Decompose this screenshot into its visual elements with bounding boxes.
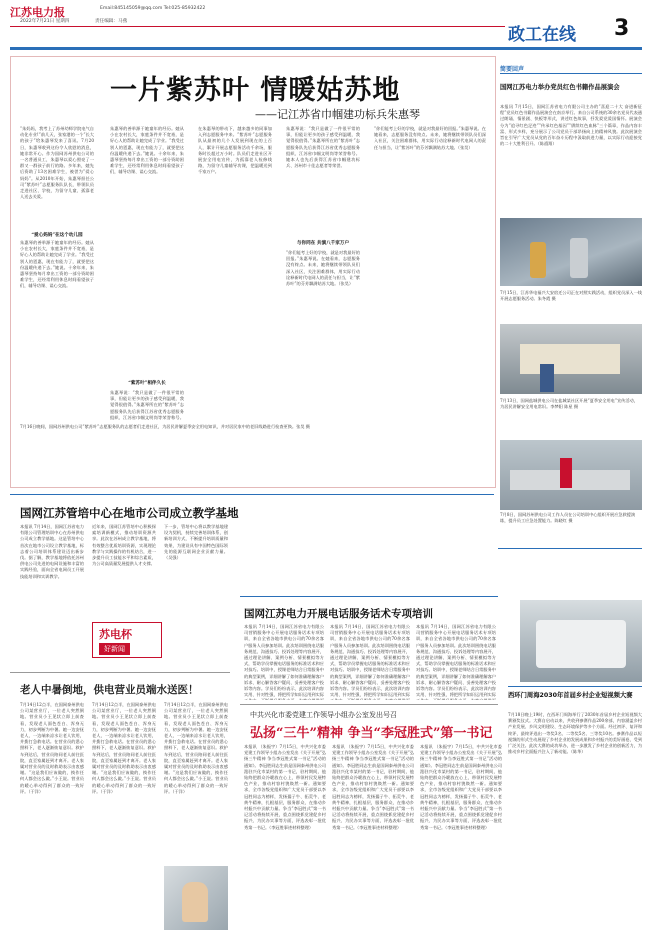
mid-left-col-1: 本报讯 7月14日，国网江苏省电力有限公司管理培训中心在苏州供电公司成立教学基地。这是管培中心首次在地市公司设立教学基地，标志着公司培训体系建设迈出新步伐。据了解，教学基地将依托苏州供电公司先进的电网设施和丰富的实践经验，面向全省电网员工开展技能培训和实训教学。 [20,524,84,579]
yanghe-rule [240,704,498,705]
inset-logo-box [92,622,162,658]
yanghe-col-3: 本报讯 （朱振宇）7月15日，中共兴化市委党建工作领导小组办公室发出《关于开展“弘扬三牛精神 争当李冠胜式第一书记”活动的通知》。李冠胜同志生前是国网泰州供电公司派驻兴化市某村的第一书记，驻村期间，他始终把群众冷暖放在心上，带领村民发展特色产业，推动村容村貌焕然一新。通知要求，全市各级党组织和广大党员干部要以李冠胜同志为榜样，发扬孺子牛、拓荒牛、老黄牛精神，扎根基层，服务群众，在推动乡村振兴中贡献力量。争当“李冠胜式”第一书记活动将持续开展，重点围绕抓党建促乡村振兴、为民办实事等方面，评选表彰一批优秀第一书记。（李冠胜事迹材料整理） [420,744,502,830]
editor-name: 责任编辑：马燕 [95,19,128,24]
bottom-left-title: 老人中暑倒地，供电营业员端水送医！ [20,684,199,696]
lead-subhead-1: “爱心妈妈”在这个幼儿园 [31,233,83,238]
right-top-body: 本报讯 7月15日，国网江苏省电力有限公司主办的“喜迎二十大 奋进新征程”党员红色书籍作品展演会在南京举行。来自公司系统的30余名党员代表通过朗诵、情景剧、快板等形式，讲述红色故事，抒发爱党爱国情怀。展演会分为“追寻红色足迹”“传承红色基因”“赓续红色血脉”三个篇章，作品内容丰富、形式多样，充分展示了公司党员干部昂扬向上的精神风貌。此次展演会旨在引导广大党员从党的百年奋斗历程中汲取前进力量，以实际行动迎接党的二十大胜利召开。（陈禧翔） [500,104,642,147]
mid-right-col-3: 本报讯 7月14日，国网江苏省电力有限公司营销服务中心开展电话服务话术专项培训，来自全省各地市供电公司的70余名客户服务人员参加培训。此次培训围绕电话服务规范、沟通技巧、投诉处理等内容展开，通过理论讲解、案例分析、情景模拟等方式，帮助学员掌握电话服务的标准话术和应对技巧。培训中，授课老师结合日常服务中的典型案例，详细讲解了如何准确理解客户诉求、耐心解答客户疑问、妥善处理客户投诉等内容。学员们纷纷表示，此次培训内容实用、针对性强，将把所学知识运用到实际 [416,624,496,698]
contact-info: Email:845145059@qq.com Tel:025-85932422 [100,6,206,11]
mid-right-rule [240,596,498,597]
lead-col-1b: 朱惠琴的善举源于她童年的经历。她从小在农村长大，家庭条件并不宽裕，是好心人的帮助让她完成了学业。“我受过别人的恩惠，现在有能力了，就要把这份温暖传递下去。”她说。十余年来，朱惠琴坚持每月拿出工资的一部分资助困难学生，还经常利用休息时间看望孩子们，辅导功课、谈心交流。 [20,240,94,289]
right-section-tag: 简要回声 [500,66,525,73]
page-number: 3 [614,16,630,41]
header-rule [10,26,505,27]
mid-left-title: 国网江苏管培中心在地市公司成立教学基地 [20,506,239,520]
section-title: 政工在线 [508,25,576,45]
bottom-left-col-2: 7月14日12点半，在国网泰州供电公司某营业厅，一位老人突然倒地。营业员小王见状立即上前查看，发现老人面色苍白、浑身无力，初步判断为中暑。她一边安抚老人，一边端来凉水让老人饮用，并拨打急救电话。在营业员的悉心照料下，老人逐渐恢复意识。救护车到达后，营业员陪同老人前往医院，直至家属赶到才离开。老人家属对营业员的及时救助表示由衷感谢。“这是我们应该做的，换作任何人都会这么做。”小王说。营业员的暖心举动得到了群众的一致好评。（于洋） [92,702,156,794]
bottom-left-rule [10,672,230,673]
yanghe-kicker: 中共兴化市委党建工作领导小组办公室发出号召 [250,711,397,719]
bottom-left-col-3: 7月14日12点半，在国网泰州供电公司某营业厅，一位老人突然倒地。营业员小王见状立即上前查看，发现老人面色苍白、浑身无力，初步判断为中暑。她一边安抚老人，一边端来凉水让老人饮用，并拨打急救电话。在营业员的悉心照料下，老人逐渐恢复意识。救护车到达后，营业员陪同老人前往医院，直至家属赶到才离开。老人家属对营业员的及时救助表示由衷感谢。“这是我们应该做的，换作任何人都会这么做。”小王说。营业员的暖心举动得到了群众的一致好评。（于洋） [164,702,228,794]
bottom-left-photo [164,866,228,930]
yanghe-col-1: 本报讯 （朱振宇）7月15日，中共兴化市委党建工作领导小组办公室发出《关于开展“弘扬三牛精神 争当李冠胜式第一书记”活动的通知》。李冠胜同志生前是国网泰州供电公司派驻兴化市某村的第一书记，驻村期间，他始终把群众冷暖放在心上，带领村民发展特色产业，推动村容村貌焕然一新。通知要求，全市各级党组织和广大党员干部要以李冠胜同志为榜样，发扬孺子牛、拓荒牛、老黄牛精神，扎根基层，服务群众，在推动乡村振兴中贡献力量。争当“李冠胜式”第一书记活动将持续开展，重点围绕抓党建促乡村振兴、为民办实事等方面，评选表彰一批优秀第一书记。（李冠胜事迹材料整理） [244,744,326,830]
right-photo-2 [500,324,642,394]
lead-subtitle: ——记江苏省巾帼建功标兵朱惠琴 [255,108,420,121]
newspaper-logo: 江苏电力报 [10,6,65,19]
lead-col-2b: 朱惠琴说：“我只是做了一件很平常的事，但能让更多的孩子感受到温暖，我觉得很值得。”朱惠琴所在的“紫苏叶”志愿服务队先后获得江苏省优秀志愿服务组织、江苏省巾帼文明岗等荣誉称号。 [110,390,184,420]
lead-photo-caption: 7月16日晚间，国网苏州供电公司“紫苏叶”志愿服务队的志愿者们走进社区，为居民讲解夏季安全用电知识，并对居民家中的老旧线路进行检查更换。张昊 摄 [20,424,310,429]
right-photo-1 [500,218,642,286]
mid-right-photo [520,600,642,682]
mid-right-col-1: 本报讯 7月14日，国网江苏省电力有限公司营销服务中心开展电话服务话术专项培训，来自全省各地市供电公司的70余名客户服务人员参加培训。此次培训围绕电话服务规范、沟通技巧、投诉处理等内容展开，通过理论讲解、案例分析、情景模拟等方式，帮助学员掌握电话服务的标准话术和应对技巧。培训中，授课老师结合日常服务中的典型案例，详细讲解了如何准确理解客户诉求、耐心解答客户疑问、妥善处理客户投诉等内容。学员们纷纷表示，此次培训内容实用、针对性强，将把所学知识运用到实际 [244,624,324,698]
yanghe-title: 弘扬“三牛”精神 争当“李冠胜式”第一书记 [250,726,493,741]
mid-left-col-2: 近年来，国网江苏管培中心积极探索培训新模式，推动培训资源共享。此次在苏州成立教学基地，将有效整合优质培训资源，实现理论教学与实践操作的有机结合，进一步提升员工技能水平和综合素质，为公司高质量发展提供人才支撑。 [92,524,156,567]
yanghe-col-2: 本报讯 （朱振宇）7月15日，中共兴化市委党建工作领导小组办公室发出《关于开展“弘扬三牛精神 争当李冠胜式第一书记”活动的通知》。李冠胜同志生前是国网泰州供电公司派驻兴化市某村的第一书记，驻村期间，他始终把群众冷暖放在心上，带领村民发展特色产业，推动村容村貌焕然一新。通知要求，全市各级党组织和广大党员干部要以李冠胜同志为榜样，发扬孺子牛、拓荒牛、老黄牛精神，扎根基层，服务群众，在推动乡村振兴中贡献力量。争当“李冠胜式”第一书记活动将持续开展，重点围绕抓党建促乡村振兴、为民办实事等方面，评选表彰一批优秀第一书记。（李冠胜事迹材料整理） [332,744,414,830]
mid-right-title: 国网江苏电力开展电话服务话术专项培训 [244,608,433,620]
right-photo-3 [500,440,642,510]
issue-date: 2022年7月21日 星期四 [20,19,70,24]
mid-rule [10,494,494,495]
right-divider [498,548,642,549]
right-photo-3-caption: 7月8日，国网苏州供电公司工作人员在公司培训中心组织开展应急救援演练，提升员工应急处置能力。陈晓红 摄 [500,512,636,523]
lead-subhead-2: “紫苏叶”相伴久长 [128,381,166,386]
right-top-title: 国网江苏电力举办党员红色书籍作品展演会 [500,84,620,91]
bottom-right-rule [508,686,642,687]
lead-title: 一片紫苏叶 情暖姑苏地 [110,75,401,106]
lead-col-1a: “朱妈妈，我考上了苏州幼师学院电气自动化专业!”前几天，张家港的一个“长大的孩子”给朱惠琴发来了喜讯。7月20日，朱惠琴收到这份令人欣慰的消息，她非常开心。作为国网苏州供电公司的一名普通员工，朱惠琴以爱心照亮了一群又一群孩子前行的路。多年来，她先后资助了13名困难学生，被誉为“爱心妈妈”。从2010年开始，朱惠琴担任公司“紫苏叶”志愿服务队队长，带领队员走进社区、学校，为留守儿童、孤寡老人送去关爱。 [20,126,94,200]
bottom-left-col-1: 7月14日12点半，在国网泰州供电公司某营业厅，一位老人突然倒地。营业员小王见状立即上前查看，发现老人面色苍白、浑身无力，初步判断为中暑。她一边安抚老人，一边端来凉水让老人饮用，并拨打急救电话。在营业员的悉心照料下，老人逐渐恢复意识。救护车到达后，营业员陪同老人前往医院，直至家属赶到才离开。老人家属对营业员的及时救助表示由衷感谢。“这是我们应该做的，换作任何人都会这么做。”小王说。营业员的暖心举动得到了群众的一致好评。（于洋） [20,702,84,794]
lead-col-4b: “你们能考上好的学校，就是对我最好的回报。”朱惠琴说。在她看来，志愿服务没有终点。未来，她将继续带领队员们深入社区，关注困难群体，用实际行动诠释新时代电网人的责任与担当，让“紫苏叶”的芬芳飘满姑苏大地。（张昊） [286,250,360,287]
right-tag-rule [500,73,642,74]
lead-col-2: 朱惠琴的善举源于她童年的经历。她从小在农村长大，家庭条件并不宽裕，是好心人的帮助让她完成了学业。“我受过别人的恩惠，现在有能力了，就要把这份温暖传递下去。”她说。十余年来，朱惠琴坚持每月拿出工资的一部分资助困难学生，还经常利用休息时间看望孩子们，辅导功课、谈心交流。 [110,126,184,175]
inset-logo-sub: 好新闻 [99,643,130,655]
bottom-right-body: 7月18日晚上19时，在西环门周海举行了2030年首届乡村企业短视频大赛颁奖仪式。大赛自启动以来，共收到参赛作品200余部，内容涵盖乡村产业发展、乡风文明建设、生态环境保护等多个方面。经过初评、复评和终评，最终评选出一等奖3名、二等奖5名、三等奖10名。参赛作品以短视频的形式生动展现了乡村企业的发展成果和乡村振兴的美好画卷，受到广泛关注。此次大赛的成功举办，进一步激发了乡村企业的创新活力，为推动乡村全面振兴注入了新动能。（陈华） [508,712,642,755]
lead-col-4a: 朱惠琴说：“我只是做了一件很平常的事，但能让更多的孩子感受到温暖，我觉得很值得。”朱惠琴所在的“紫苏叶”志愿服务队先后获得江苏省优秀志愿服务组织、江苏省巾帼文明岗等荣誉称号。她本人也先后获得江苏省巾帼建功标兵、苏州市十佳志愿者等荣誉。 [286,126,360,169]
header-bar [10,47,642,50]
lead-col-5: “你们能考上好的学校，就是对我最好的回报。”朱惠琴说。在她看来，志愿服务没有终点。未来，她将继续带领队员们深入社区，关注困难群体，用实际行动诠释新时代电网人的责任与担当，让“紫苏叶”的芬芳飘满姑苏大地。（张昊） [374,126,486,150]
lead-subhead-3: 与你同在 共演八千家万户 [296,241,350,246]
bottom-right-title: 西环门周海2030年首届乡村企业短视频大赛 [508,692,633,699]
inset-logo-text: 苏电杯 [99,628,132,641]
mid-left-col-3: 下一步，管培中心将以教学基地建设为契机，持续完善培训体系，创新培训方式，不断提升培训质量和效果，为建设具有中国特色国际领先的能源互联网企业贡献力量。（吴强） [164,524,228,561]
right-photo-1-caption: 7月15日，江苏华电福兴大安宿迁公司正在对照实践活动，组织党员深入一线开展志愿服务活动。朱冬霞 摄 [500,290,642,301]
mid-right-col-2: 本报讯 7月14日，国网江苏省电力有限公司营销服务中心开展电话服务话术专项培训，来自全省各地市供电公司的70余名客户服务人员参加培训。此次培训围绕电话服务规范、沟通技巧、投诉处理等内容展开，通过理论讲解、案例分析、情景模拟等方式，帮助学员掌握电话服务的标准话术和应对技巧。培训中，授课老师结合日常服务中的典型案例，详细讲解了如何准确理解客户诉求、耐心解答客户疑问、妥善处理客户投诉等内容。学员们纷纷表示，此次培训内容实用、针对性强，将把所学知识运用到实际 [330,624,410,698]
right-photo-2-caption: 7月13日，国网盐城供电公司在盐城某社区开展“夏季安全用电”宣传活动，为居民讲解安全用电常识。李梦阳 陈星 摄 [500,398,638,409]
lead-col-3: 在朱惠琴的带动下，越来越多的同事加入到志愿服务中来。“紫苏叶”志愿服务队从最初的几个人发展到现在的上百人，累计开展志愿服务活动千余场，服务时长超过万小时。队员们走进社区开展安全用电宣传，为孤寡老人检修线路，为留守儿童辅导功课，把温暖送到千家万户。 [198,126,272,175]
